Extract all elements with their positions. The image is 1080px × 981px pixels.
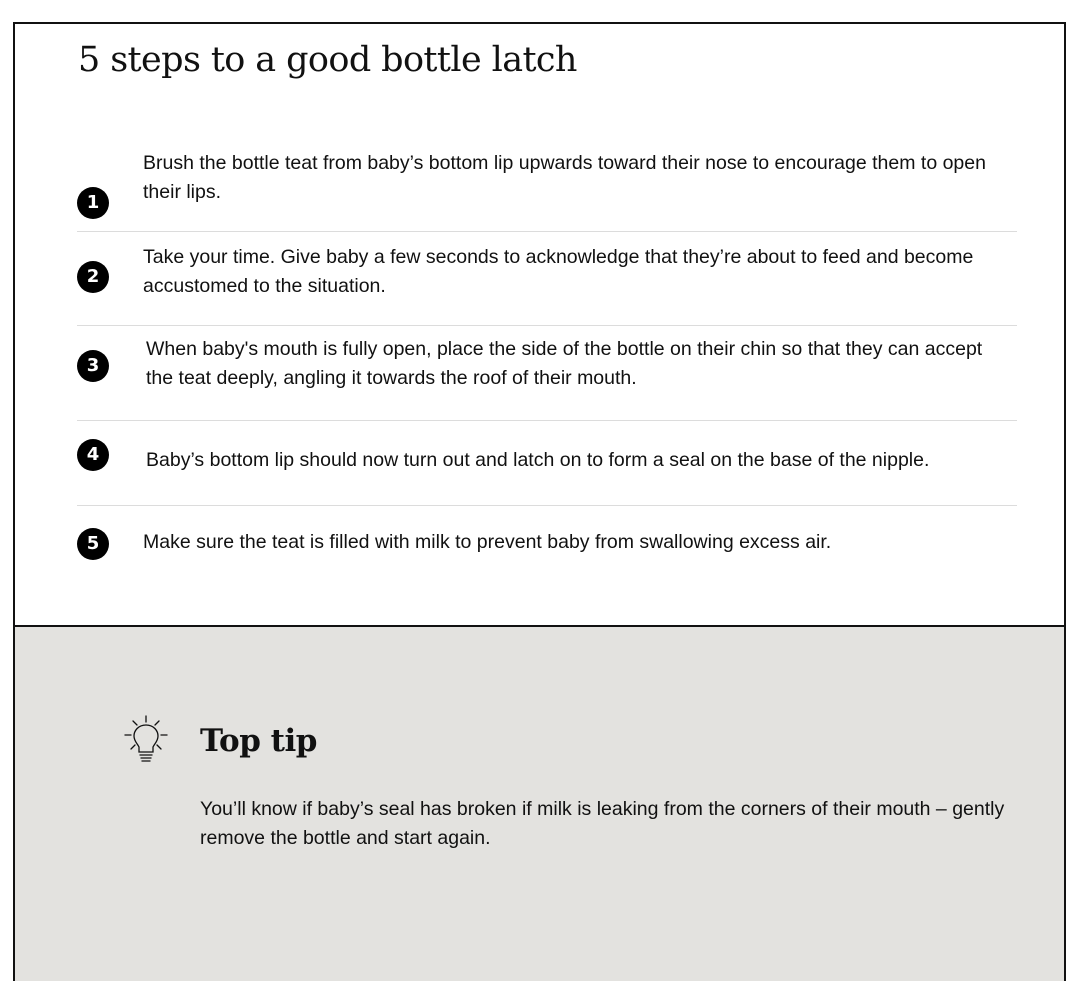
step-number-badge: 1 bbox=[77, 187, 109, 219]
steps-list bbox=[77, 139, 1017, 590]
step-text: Take your time. Give baby a few seconds to acknowledge that they’re about to feed and become accustomed to the situation. bbox=[143, 246, 974, 297]
lightbulb-icon bbox=[121, 714, 171, 768]
step-item bbox=[77, 421, 1017, 506]
step-text: Brush the bottle teat from baby’s bottom lip upwards toward their nose to encourage them to open their lips. bbox=[143, 152, 986, 203]
step-number-badge: 5 bbox=[77, 528, 109, 560]
step-number-badge: 2 bbox=[77, 261, 109, 293]
tip-title: Top tip bbox=[200, 723, 317, 759]
step-item bbox=[77, 139, 1017, 232]
step-number-badge: 3 bbox=[77, 350, 109, 382]
step-text: Make sure the teat is filled with milk to prevent baby from swallowing excess air. bbox=[143, 531, 832, 553]
step-item bbox=[77, 326, 1017, 421]
steps-card bbox=[13, 22, 1066, 981]
step-number-badge: 4 bbox=[77, 439, 109, 471]
step-text: When baby's mouth is fully open, place the side of the bottle on their chin so that they can accept the teat deeply, angling it towards the roof of their mouth. bbox=[146, 338, 983, 389]
tip-text: You’ll know if baby’s seal has broken if milk is leaking from the corners of their mouth – gently remove the bottle and start again. bbox=[200, 798, 1005, 849]
step-text: Baby’s bottom lip should now turn out and latch on to form a seal on the base of the nipple. bbox=[146, 449, 930, 471]
page-title: 5 steps to a good bottle latch bbox=[78, 40, 577, 80]
step-item bbox=[77, 506, 1017, 590]
step-item bbox=[77, 232, 1017, 326]
top-tip-panel bbox=[15, 625, 1064, 981]
